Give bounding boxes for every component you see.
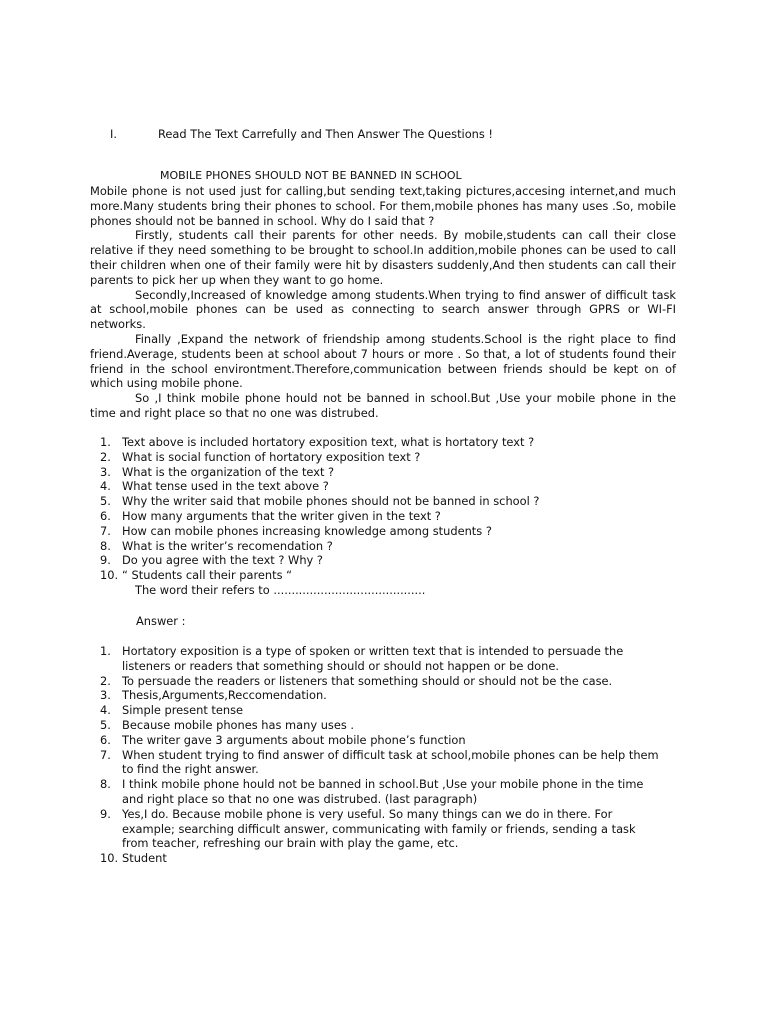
- question-number: 1.: [100, 435, 111, 449]
- question-item: [100, 553, 660, 568]
- answer-item: [100, 674, 665, 689]
- answer-text: Yes,I do. Because mobile phone is very useful. So many things can we do in there. For example; searching difficult answer, communicating with family or friends, sending a task from teacher, refreshing our brain with play the game, etc.: [122, 806, 636, 851]
- question-number: 8.: [100, 538, 111, 553]
- question-number: 4.: [100, 479, 111, 494]
- answer-text: Student: [122, 851, 167, 866]
- answer-number: 1.: [100, 644, 111, 658]
- question-text: What is social function of hortatory exposition text ?: [122, 449, 421, 464]
- question-item: [100, 568, 660, 583]
- question-number: 6.: [100, 508, 111, 523]
- question-10-line-2: The word their refers to ..........................................: [135, 582, 426, 597]
- answer-text: Because mobile phones has many uses .: [122, 717, 355, 732]
- question-list: [100, 435, 660, 598]
- passage-title: MOBILE PHONES SHOULD NOT BE BANNED IN SCHOOL: [160, 169, 462, 182]
- answer-item: [100, 807, 665, 851]
- answer-item: [100, 718, 665, 733]
- answer-item: [100, 748, 665, 778]
- question-item: [100, 435, 660, 450]
- answer-list: [100, 644, 665, 866]
- answer-text: To persuade the readers or listeners that something should or should not be the case.: [122, 673, 613, 688]
- question-text: How many arguments that the writer given in the text ?: [122, 508, 441, 523]
- answer-item: [100, 703, 665, 718]
- question-item: [100, 479, 660, 494]
- answer-item: [100, 688, 665, 703]
- question-item: [100, 465, 660, 480]
- question-text: How can mobile phones increasing knowledge among students ?: [122, 523, 492, 538]
- answer-number: 4.: [100, 703, 111, 718]
- question-text: Do you agree with the text ? Why ?: [122, 553, 323, 568]
- answer-item: [100, 851, 665, 866]
- question-item: [100, 494, 660, 509]
- answer-number: 3.: [100, 688, 111, 703]
- answer-text: Thesis,Arguments,Reccomendation.: [122, 688, 327, 703]
- question-number: 10.: [100, 568, 119, 583]
- section-numeral: I.: [110, 127, 117, 141]
- question-text: “ Students call their parents “: [122, 568, 293, 583]
- answer-number: 8.: [100, 777, 111, 792]
- question-item: [100, 539, 660, 554]
- question-text: What is the writer’s recomendation ?: [122, 538, 333, 553]
- answer-text: Simple present tense: [122, 703, 244, 718]
- paragraph-intro: Mobile phone is not used just for calling,but sending text,taking pictures,accesing internet,and much more.Many students bring their phones to school. For them,mobile phones has many uses .So, mobile phones should not be banned in school. Why do I said that ?: [90, 184, 676, 228]
- question-number: 5.: [100, 494, 111, 509]
- answer-item: [100, 733, 665, 748]
- question-item: [100, 509, 660, 524]
- paragraph-argument-1: Firstly, students call their parents for other needs. By mobile,students can call their close relative if they need something to be brought to school.In addition,mobile phones can be used to call their children when one of their family were hit by disasters suddenly,And then students can call their parents to pick her up when they want to go home.: [90, 228, 676, 287]
- answer-item: [100, 644, 665, 674]
- answer-text: When student trying to find answer of difficult task at school,mobile phones can be help them to find the right answer.: [122, 747, 659, 777]
- section-instruction: Read The Text Carrefully and Then Answer The Questions !: [158, 127, 494, 141]
- passage: [90, 184, 676, 421]
- question-text: Why the writer said that mobile phones should not be banned in school ?: [122, 494, 540, 509]
- paragraph-recommendation: So ,I think mobile phone hould not be banned in school.But ,Use your mobile phone in the time and right place so that no one was distrubed.: [90, 391, 676, 420]
- answer-number: 2.: [100, 673, 111, 688]
- answer-text: Hortatory exposition is a type of spoken or written text that is intended to persuade the listeners or readers that something should or should not happen or be done.: [122, 644, 624, 673]
- answer-number: 7.: [100, 747, 111, 762]
- answer-item: [100, 777, 665, 807]
- question-number: 3.: [100, 464, 111, 479]
- question-item: [100, 524, 660, 539]
- paragraph-argument-3: Finally ,Expand the network of friendship among students.School is the right place to find friend.Average, students been at school about 7 hours or more . So that, a lot of students found their friend in the school environtment.Therefore,communication between friends should be kept on of which using mobile phone.: [90, 331, 676, 391]
- question-number: 9.: [100, 553, 111, 568]
- question-text: What tense used in the text above ?: [122, 479, 329, 494]
- question-number: 2.: [100, 449, 111, 464]
- answer-label: Answer :: [136, 614, 186, 628]
- question-number: 7.: [100, 523, 111, 538]
- answer-number: 5.: [100, 717, 111, 732]
- question-text: Text above is included hortatory exposition text, what is hortatory text ?: [122, 435, 535, 449]
- answer-number: 6.: [100, 732, 111, 747]
- answer-text: The writer gave 3 arguments about mobile phone’s function: [122, 732, 466, 747]
- answer-number: 9.: [100, 806, 111, 821]
- answer-text: I think mobile phone hould not be banned in school.But ,Use your mobile phone in the time and right place so that no one was distrubed. (last paragraph): [122, 777, 644, 806]
- paragraph-argument-2: Secondly,Increased of knowledge among students.When trying to find answer of difficult task at school,mobile phones can be used as connecting to search answer through GPRS or WI-FI networks.: [90, 287, 676, 332]
- question-text: What is the organization of the text ?: [122, 464, 335, 479]
- question-item: [100, 450, 660, 465]
- answer-number: 10.: [100, 851, 119, 866]
- section-heading: [110, 127, 493, 142]
